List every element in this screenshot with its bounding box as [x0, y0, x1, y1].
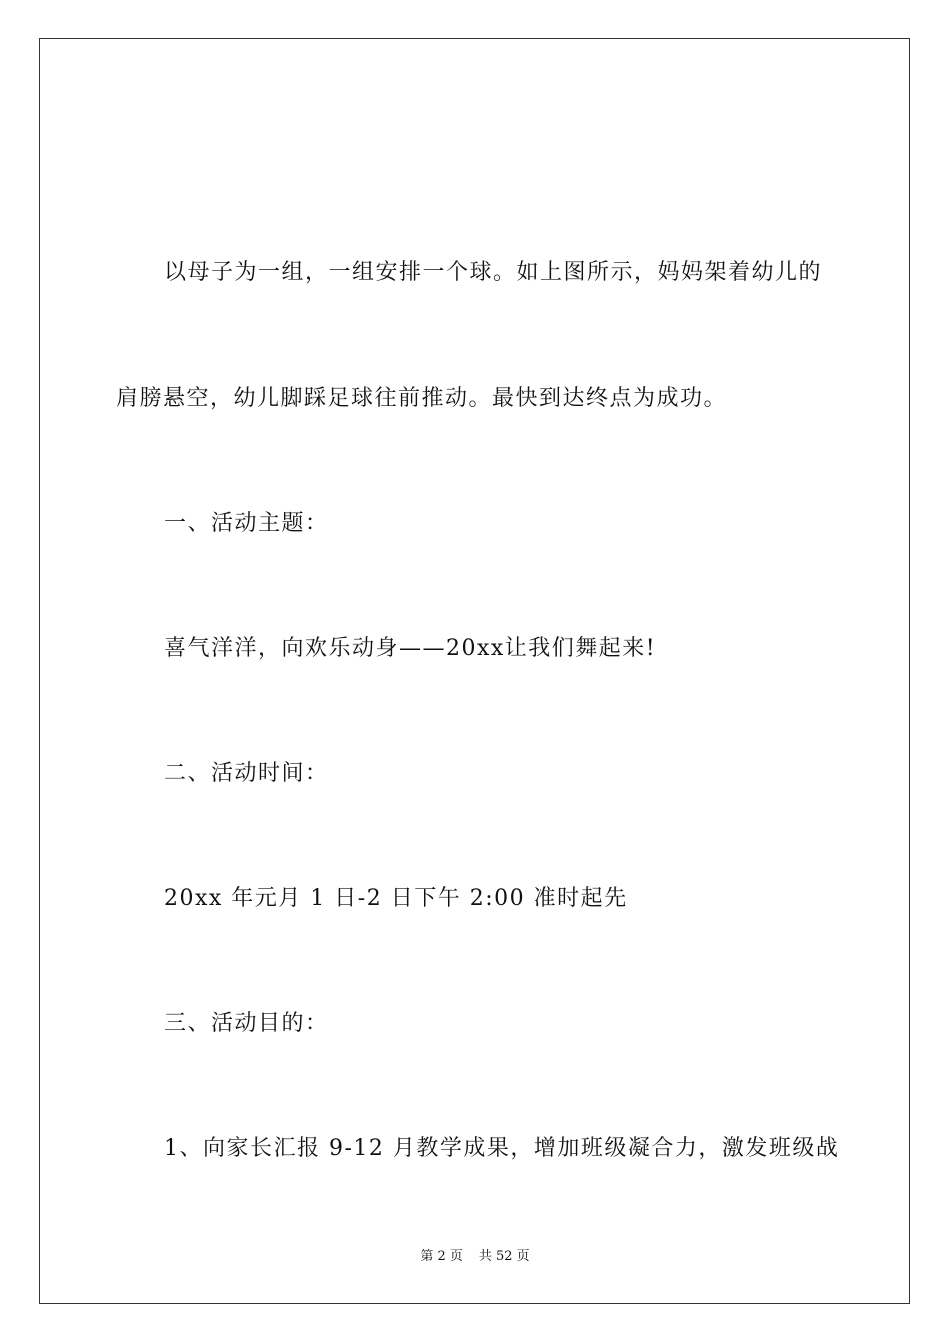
paragraph-line-2: 肩膀悬空，幼儿脚踩足球往前推动。最快到达终点为成功。 — [116, 386, 728, 411]
section-heading-theme: 一、活动主题： — [164, 511, 329, 536]
theme-text: 喜气洋洋，向欢乐动身——20xx让我们舞起来! — [164, 636, 657, 661]
purpose-item-1: 1、向家长汇报 9-12 月教学成果，增加班级凝合力，激发班级战 — [164, 1136, 840, 1161]
page-total: 共 52 页 — [478, 1249, 530, 1264]
page-number: 第 2 页 — [420, 1249, 463, 1264]
section-heading-purpose: 三、活动目的： — [164, 1011, 329, 1036]
paragraph-line-1: 以母子为一组，一组安排一个球。如上图所示，妈妈架着幼儿的 — [164, 260, 823, 285]
page-footer — [0, 1248, 950, 1266]
section-heading-time: 二、活动时间： — [164, 761, 329, 786]
page-border — [39, 38, 910, 1304]
time-text: 20xx 年元月 1 日-2 日下午 2:00 准时起先 — [164, 886, 628, 911]
